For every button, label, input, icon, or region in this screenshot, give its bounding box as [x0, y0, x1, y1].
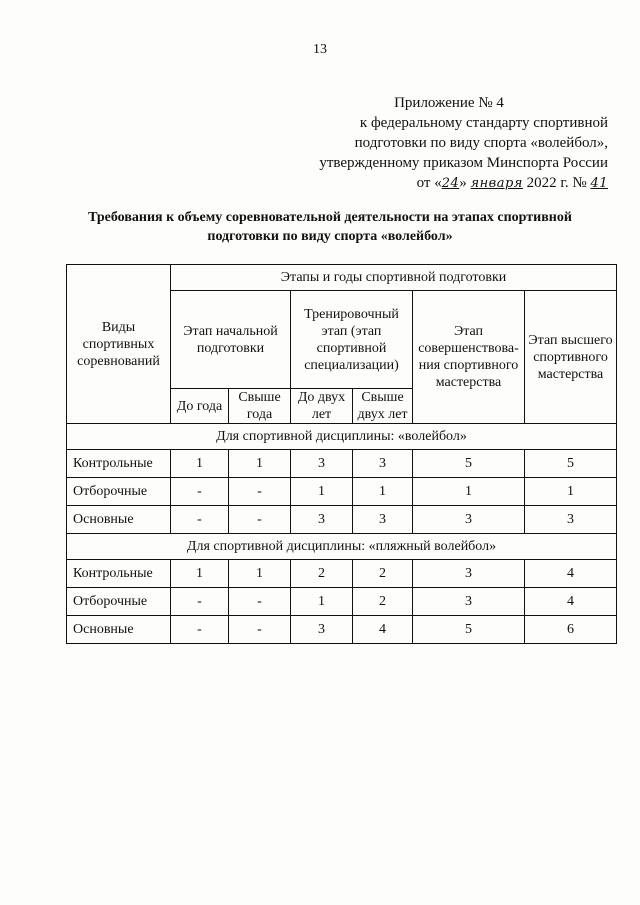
sub-header-upto-two: До двух лет — [291, 389, 353, 424]
col-header-improvement: Этап совершенствова-ния спортивного мастерства — [413, 291, 525, 424]
cell-value: 1 — [171, 560, 229, 588]
cell-value: - — [229, 478, 291, 506]
row-label: Контрольные — [67, 560, 171, 588]
cell-value: 3 — [353, 506, 413, 534]
cell-value: 1 — [291, 588, 353, 616]
col-header-kind: Виды спортивных соревнований — [67, 265, 171, 424]
annex-label: Приложение № 4 — [394, 95, 504, 111]
cell-value: 3 — [413, 560, 525, 588]
order-number: 41 — [590, 176, 608, 191]
cell-value: - — [171, 478, 229, 506]
col-header-initial: Этап начальной подготовки — [171, 291, 291, 389]
document-title — [40, 208, 620, 246]
cell-value: 5 — [413, 450, 525, 478]
date-year: 2022 г. № — [526, 175, 587, 191]
page-number: 13 — [313, 42, 327, 57]
cell-value: 3 — [413, 506, 525, 534]
section-row — [67, 424, 617, 450]
cell-value: 5 — [525, 450, 617, 478]
header-row-1 — [67, 265, 617, 291]
cell-value: 4 — [525, 588, 617, 616]
cell-value: 2 — [291, 560, 353, 588]
annex-line-1: к федеральному стандарту спортивной — [359, 115, 608, 131]
title-line-2: подготовки по виду спорта «волейбол» — [207, 229, 453, 244]
row-label: Основные — [67, 506, 171, 534]
col-header-training: Тренировочный этап (этап спортивной специализации) — [291, 291, 413, 389]
cell-value: 4 — [353, 616, 413, 644]
cell-value: 1 — [229, 560, 291, 588]
title-line-1: Требования к объему соревновательной деятельности на этапах спортивной — [88, 210, 572, 225]
row-label: Основные — [67, 616, 171, 644]
col-header-higher: Этап высшего спортивного мастерства — [525, 291, 617, 424]
date-month: января — [470, 176, 523, 191]
cell-value: 1 — [291, 478, 353, 506]
cell-value: 1 — [525, 478, 617, 506]
row-label: Отборочные — [67, 478, 171, 506]
cell-value: 1 — [229, 450, 291, 478]
table-row — [67, 450, 617, 478]
row-label: Отборочные — [67, 588, 171, 616]
row-label: Контрольные — [67, 450, 171, 478]
table-row — [67, 616, 617, 644]
section-title: Для спортивной дисциплины: «волейбол» — [67, 424, 617, 450]
date-day: 24 — [441, 176, 460, 191]
cell-value: 1 — [353, 478, 413, 506]
cell-value: 4 — [525, 560, 617, 588]
section-title: Для спортивной дисциплины: «пляжный волейбол» — [67, 534, 617, 560]
cell-value: 5 — [413, 616, 525, 644]
sub-header-over-two: Свыше двух лет — [353, 389, 413, 424]
annex-date-line — [308, 173, 608, 194]
table-row — [67, 478, 617, 506]
cell-value: 2 — [353, 560, 413, 588]
cell-value: 3 — [353, 450, 413, 478]
cell-value: - — [171, 616, 229, 644]
requirements-table — [66, 264, 617, 644]
cell-value: - — [229, 616, 291, 644]
cell-value: 6 — [525, 616, 617, 644]
cell-value: 2 — [353, 588, 413, 616]
cell-value: 1 — [171, 450, 229, 478]
cell-value: 3 — [291, 506, 353, 534]
cell-value: - — [171, 588, 229, 616]
cell-value: - — [229, 588, 291, 616]
annex-line-2: подготовки по виду спорта «волейбол», — [354, 135, 608, 151]
date-prefix: от « — [416, 175, 442, 191]
cell-value: - — [229, 506, 291, 534]
table-row — [67, 506, 617, 534]
cell-value: 3 — [413, 588, 525, 616]
sub-header-over-year: Свыше года — [229, 389, 291, 424]
date-mid: » — [459, 175, 467, 191]
cell-value: 3 — [291, 450, 353, 478]
annex-header — [308, 93, 608, 194]
cell-value: 3 — [291, 616, 353, 644]
annex-line-3: утвержденному приказом Минспорта России — [319, 155, 608, 171]
section-row — [67, 534, 617, 560]
cell-value: 1 — [413, 478, 525, 506]
table-row — [67, 588, 617, 616]
col-header-stages: Этапы и годы спортивной подготовки — [171, 265, 617, 291]
table-row — [67, 560, 617, 588]
sub-header-upto-year: До года — [171, 389, 229, 424]
cell-value: - — [171, 506, 229, 534]
cell-value: 3 — [525, 506, 617, 534]
